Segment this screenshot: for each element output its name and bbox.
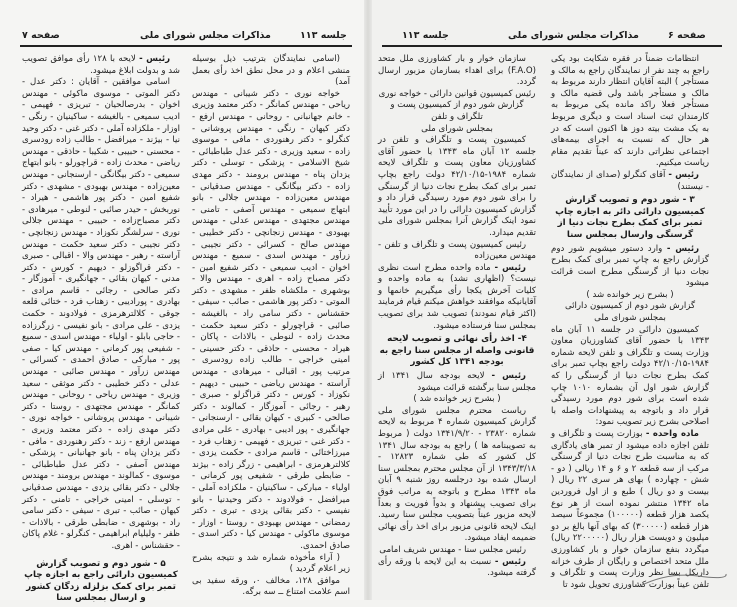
signature: رئیس کمیسیون پست و تلگراف و تلفن - مهندس معین‌زاده [378,239,536,262]
speech [378,371,536,394]
report-title: گزارش شور دوم از کمیسیون دارائی [564,301,696,312]
paragraph: سازمان خوار و بار کشاورزی ملل متحد (F.A.O) برای اهداء بسازمان مزبور ارسال گردد. [378,54,536,88]
speech-text: وارد دستور میشویم شور دوم گزارش راجع به چاپ تمبر برای کمک بطرح نجات دنیا از گرسنگی مطرح است قرائت میشود [551,243,709,289]
paragraph: انتظامات ضمناً در فقره شکایت بود یکی راجع به چند نفر از نمایندگان راجع به مالک و مستأجر ) البته آقایان انتظار دارند مربوط به مالک و مستأجر باشد ولی قضیه مالک و مستأجر فعلا راکد مانده یکی مربوط به کارمندان ثبت اسناد است و دیگری مربوط به یک مشت بیته دوز ها اکنون است که در هر حال که نسبت به اجرای بیمه‌های اجتماعی نظراتی دارند که عیناً تقدیم مقام ریاست میکنیم. [551,54,709,169]
speech [551,170,709,193]
page-gutter [364,0,372,600]
speech [378,263,536,333]
announcement-text: لایحه با ۱۲۸ رأی موافق تصویب شد و بدولت ابلاغ میشود. [22,54,180,76]
page-number: صفحه ۷ [22,30,60,41]
section-heading: ۴- اخذ رأی نهائی و تصویب لایحه قانونی واصله از مجلس سنا راجع به بودجه ۱۳۴۱ کل کشور [379,334,535,368]
read-note: ( بشرح زیر خوانده شد ) [413,394,501,405]
article-label: ماده واحده - [645,429,699,439]
speaker: رئیس - [491,371,526,382]
addressee: بمجلس شورای ملی [594,313,666,324]
voter-names: خواجه نوری - دکتر شیبانی - مهندس ریاحی - مهندس کمانگر - دکتر معتمد وزیری - خانم جهانبانی - روحانی - مهندس ارفع - دکتر کیهان - رنگی - مهندس پروشانی - کنگرلو - دکتر رهنوردی - مافی - موسوی زاده - سعید وزیری - دکتر عدل طباطبائی - شیخ الاسلامی - پزشکی - توسلی - دکتر یزدان پناه - مهندس برومند - دکتر مهدی زاده - دکتر بیگانگی - مهندس صدقیانی - مهندس معین‌زاده - مهندس جلالی - بانو ابتهاج سمیعی - مهندس آصفی - تامنی - مهندس مجتهدی - مهندس عدلی - مهندس بهبودی - مهندس زنجانچی - دکتر خطیبی - مهندس صالح - کسرائی - دکتر نجیبی - زرآور - مهندس اسدی - سمیع - مهندس اخوان - ادیب سمیعی - دکتر شفیع امین - دکتر مصباح زاده - اهری - مهندس والا - بوشهری - ملکشاه ظفر - مشهدی - دکتر الموتی - دکتر پور هاشمی - صائب - سیفی - حقشناس - دکتر سامی راد - بالغیشه - صائبی - قراچورلو - دکتر سعید حکمت - محدث زاده - لنوطی - بالاذات - پاکان - هیراد - محسنی - حاذقی - دکتر حسینی - امینی خراجی - طالب زاده رودسری - مرتیب پور - اقبالی - میرهادی - مهندس آراسته - مهندس ریاضی - حبیبی - دیهیم - نکوزاد - کورس - دکتر قراگزلو - صبری - رهبر - رجائی - آموزگار - کمالوند - دکتر صالحی - کبیری - کیهان بقائی - ارسنجانی - جهانگیری - پور ادیبی - بهادری - علی مرادی - دکتر غنی - تبریزی - فهیمی - زهتاب فرد - میرزاختائی - قاسم مرادی - حکمت یزدی - کلالترهرمزی - ابراهیمی - زرگر زاده - بیژند - ضابطی طرقی - شفیعی پور کرمانی - اولیاء - مبارکی - ساکینیان - ملکزاده آملی - میرافضل - فولادوند - دکتر وحیدنیا - بانو نفیسی - دکتر بقائی یزدی - تبری - دکتر رمضانی - مهندس بهبودی - روستا - اوزار - موسوی ماکوئی - مهندس کیا - دکتر اسدی - صادق احمدی. [192,88,350,551]
signature: رئیس مجلس سنا - مهندس شریف امامی [379,544,526,555]
column-right-page-left [378,54,536,580]
announcement [22,54,180,77]
signature: رئیس کمیسیون قوانین دارائی - خواجه نوری [378,88,536,99]
article [551,429,709,591]
running-title: مذاکرات مجلس شورای ملی [140,30,271,41]
header-rule [20,45,352,47]
speaker: رئیس - [668,169,700,180]
column-left-page-right [192,54,350,599]
section-heading: ۵ - شور دوم و تصویب گزارش کمیسیون دارائی راجع به اجازه چاپ تمبر برای کمک بزلزله زدگان کشور و ارسال بمجلس سنا [24,558,178,604]
roll-call-intro: (اسامی نمایندگان بترتیب ذیل بوسیله منشی اعلام و در محل نطق اخذ رأی بعمل آمد) [192,54,350,88]
speaker: رئیس - [494,262,526,273]
session-number: جلسه ۱۱۳ [300,30,347,41]
section-heading: ۳ - شور دوم و تصویب گزارش کمیسیون دارائی دائر به اجازه چاپ تمبر برای کمک بطرح نجات دنیا از گرسنگی وارسال بمجلس سنا [555,195,705,240]
speech-text: ماده واحده مطرح است نظری نیست؟ (اظهاری نشد) به ماده واحده و کلیات آخرش یکجا رأی میگیریم خانمها و آقایانیکه موافقند خواهش میکنم قیام فرمایند (اکثر قیام نمودند) تصویب شد برای تصویب بمجلس سنا فرستاده میشود. [378,262,536,331]
speech [378,557,536,580]
pen-mark [638,570,728,590]
speech-text: نسبت به این لایحه با ورقه رأی گرفته میشود. [378,556,536,579]
running-title: مذاکرات مجلس شورای ملی [508,30,639,41]
vote-result: موافق ۱۲۸، مخالف ۰، ورقه سفید بی اسم علامت امتناع ــ سه برگه. [192,575,350,598]
paragraph: کمیسیون پست و تلگراف و تلفن در جلسه ۱۲ آبان ماه ۱۳۴۳ با حضور آقای کشاورزیان معاون پست و تلگراف لایحه شماره ۱۹۸۴-۴۲/۱۰/۱۵ دولت راجع بچاپ تمبر برای کمک بطرح نجات دنیا از گرسنگی را برای شور دوم مورد رسیدگی قرار داد و گزارش کمیسیون دارائی را در این مورد تأیید نمود اینک گزارش آنرا بمجلس شورای ملی تقدیم میدارد. [378,135,536,238]
column-right-page-right [551,54,709,591]
left-page [0,0,368,604]
header-rule [382,45,722,47]
result-intro: ( آراء مأخوذه شماره شد و نتیجه بشرح زیر اعلام گردید ) [192,552,350,575]
page-number: صفحه ۶ [668,30,706,41]
addressee: بمجلس شورای ملی [421,123,493,134]
speaker: رئیس - [494,556,527,567]
session-number: جلسه ۱۱۳ [402,30,449,41]
approver-names: اسامی موافقین - آقایان : دکتر عدل - دکتر الموتی - موسوی ماکوئی - مهندس اخوان - بدرصالحیان - تبریزی - فهیمی - ادیب سمیعی - بالغیشه - ساکینیان - رنگی - اوزار - ملکزاده آملی - دکتر غنی - دکتر وحید نیا - بیژند - میرافضل - طالب زاده رودسری - محسنی - حبیبی - شکیبا - حاذقی - مهندس ریاضی - محدث زاده - قراچورلو - بانو ابتهاج سمیعی - دکتر بیگانگی - ارسنجانی - مهندس معین‌زاده - مهندس بهبودی - مشهدی - دکتر شفیع امین - دکتر پور هاشمی - هیراد - نوربخش - حیدر صائبی - لنوطی - میرهادی - دکتر مصباح‌زاده - حبیبی - مهندس جلالی نوری - سرلشگر نکوزاد - مهندس زنجانچی - دکتر نجیبی - دکتر سعید حکمت - مهندس آراسته - رهبر - مهندس والا - اقبالی - صبری - دکتر قراگوزلو - دیهیم - کورس - دکتر مدنی - کیهان بقائی - جهانگیری - آموزگار - دکتر صالحی - رجائی - قاسم مرادی - بهادری - پورادیبی - زهتاب فرد - ختائی قلعه جوقی - کلالترهرمزی - فولادوند - حکمت یزدی - علی مرادی - بانو نفیسی - زرگرزاده - حاجی بابلو - اولیاء - مهندس اسدی - سمیع - شفیعی پور کرمانی - مهندس کیا - صفی پور - مبارکی - صادق احمدی - کسرائی - مهندس زرآور - مهندس صائبی - مهندس عدلی - دکتر خطیبی - دکتر موثقی - سعید وزیری - مهندس ریاحی - روحانی - مهندس کمانگر - مهندس مجتهدی - روستا - دکتر شیبانی - مهندس پروشانی - خواجه نوری - دکتر مهدی زاده - دکتر معتمد وزیری - مهندس ارفع - زند - دکتر رهنوردی - مافی - دکتر یزدان پناه - بانو جهانبانی - پزشکی - مهندس آصفی - دکتر عدل طباطبائی - موسوی - کمالوند - مهندس برومند - مهندس جلالی - دکتر بقائی یزدی - مهندس صدقیانی - توسلی - امینی خراجی - تامنی - دکتر کیهان - صائب - تبری - سیفی - دکتر سامی راد - بوشهری - ضابطی طرقی - بالاذات - ظفر - ولیلیام ابراهیمی - کنگرلو - غلام پاکان - حقشناس - اهری. [22,77,180,551]
speech [551,244,709,290]
paragraph: کمیسیون دارائی در جلسه ۱۱ آبان ماه ۱۳۴۳ با حضور آقای کشاورزیان معاون وزارت پست و تلگراف و تلفن لایحه شماره ۱۹۸۴-۴۲/۱۰/۱۵ دولت راجع بچاپ تمبر برای کمک بطرح نجات دنیا از گرسنگی را که گزارش شور اول آن بشماره ۱۰۱۰ چاپ شده است برای شور دوم مورد رسیدگی قرار داد و باتوجه به پیشنهادات واصله با اصلاحی بشرح زیر تصویب نمود: [551,324,709,428]
right-page [368,0,737,600]
column-left-page-left [22,54,180,607]
read-note: ( بشرح زیر خوانده شد ) [586,289,674,300]
article-text: بوزارت پست و تلگراف و تلفن اجازه داده میشود از تمبر های یادگاری که به مناسبت طرح نجات دنیا از گرسنگی مرکب از سه قطعه ۲ و ۶ و ۱۴ ریالی ( دو - شش - چهارده ) بهای هر سری ۲۲ ریال ( بیست و دو ریال ) طبع و از اول فروردین ماه ۱۳۴۲ منتشر نموده است از هر نوع یکصد هزار قطعه (۱۰۰۰۰۰) مجموعاً سیصد هزار قطعه (۳۰۰۰۰۰) که بهای آنها بالغ بر دو میلیون و دویست هزار ریال (۲۲۰۰۰۰۰ ریال) میگردد بنفع سازمان خوار و بار کشاورزی ملل متحد اختصاص و رایگان از طرف خزانه داریکل بسا نظر وزارت پست و تلگراف و تلفن عیناً بوزارت کشاورزی تحویل شود تا [551,429,710,590]
speech-text: لایحه بودجه سال ۱۳۴۱ از مجلس سنا برگشته قرائت میشود [378,371,536,393]
speaker: رئیس - [139,54,171,64]
speaker: رئیس - [666,243,700,254]
paragraph: ریاست محترم مجلس شورای ملی گزارش کمیسیون شماره ۴ مربوط به لایحه شماره ۲۳۸۲۰ - ۱۳۴۱/۹/۲۰ دولت ( مربوط به تصویبنامه ها ) راجع به بودجه سال ۱۳۴۱ کل کشور که طی شماره ۱۲۸۲۳ - ۱۳۴۳/۳/۱۸ از آن مجلس محترم بمجلس سنا ارسال شده بود درجلسه روز شنبه ۹ آبان ماه ۱۳۴۳ مطرح و باتوجه به مراتب فوق برای تصویب پیشنهاد و بدواً فوریت و بعداً لایحه مزبور عیناً بتصویب مجلس سنا رسید. اینک لایحه قانونی مزبور برای اخذ رأی نهائی ضمیمه ایفاد میشود. [378,405,536,544]
report-title: گزارش شور دوم از کمیسیون پست و تلگراف و تلفن [390,100,524,122]
speech-text: آقای کنگرلو (صدای از نمایندگان - نیستند) [551,169,709,192]
